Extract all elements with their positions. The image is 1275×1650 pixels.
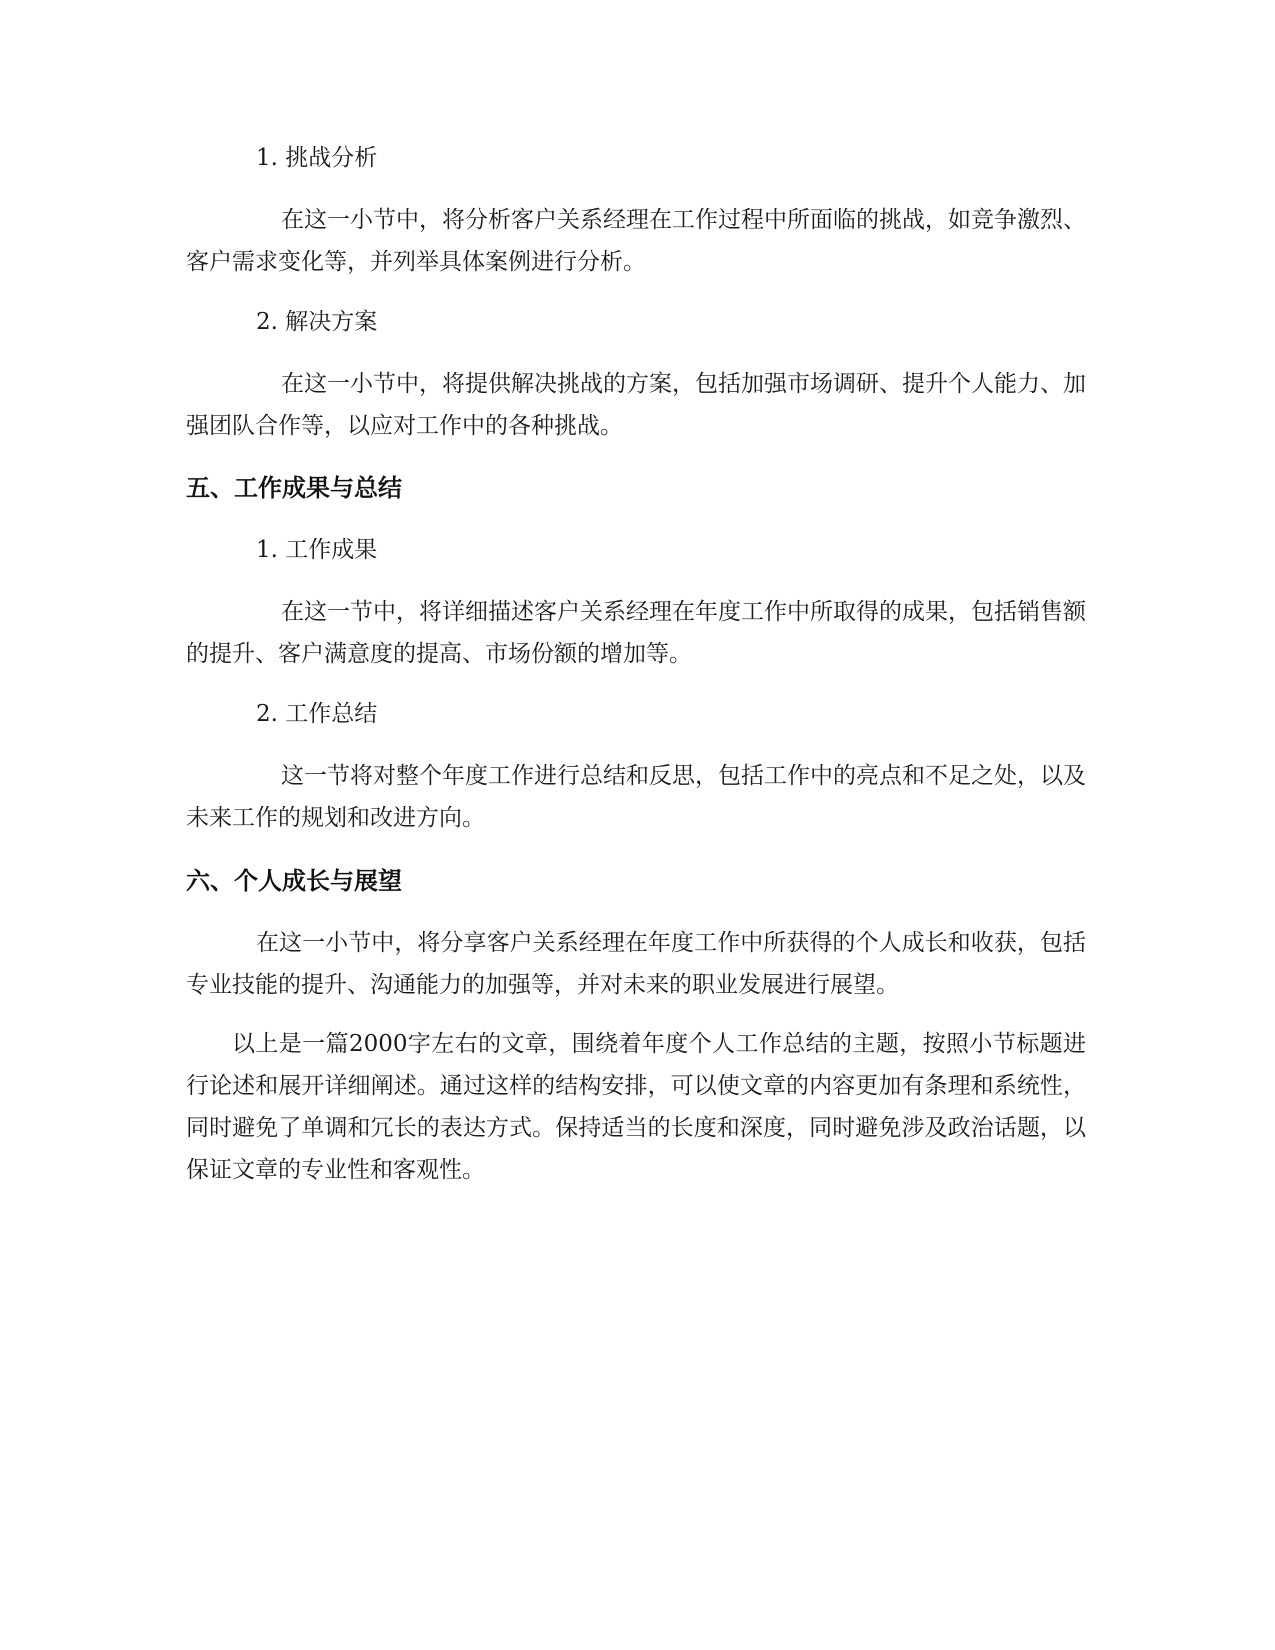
section-heading-work-results: 五、工作成果与总结 [186,474,402,502]
subheading-work-summary: 2. 工作总结 [256,701,378,727]
paragraph-challenge-analysis: 在这一小节中，将分析客户关系经理在工作过程中所面临的挑战，如竞争激烈、客户需求变化等，并列举具体案例进行分析。 [186,207,1086,275]
section-heading-personal-growth: 六、个人成长与展望 [186,867,402,895]
document-page [186,0,1086,1650]
paragraph-solutions: 在这一小节中，将提供解决挑战的方案，包括加强市场调研、提升个人能力、加强团队合作等，以应对工作中的各种挑战。 [186,371,1086,439]
paragraph-work-summary: 这一节将对整个年度工作进行总结和反思，包括工作中的亮点和不足之处，以及未来工作的规划和改进方向。 [186,763,1086,831]
paragraph-conclusion: 以上是一篇2000字左右的文章，围绕着年度个人工作总结的主题，按照小节标题进行论述和展开详细阐述。通过这样的结构安排，可以使文章的内容更加有条理和系统性，同时避免了单调和冗长的表达方式。保持适当的长度和深度，同时避免涉及政治话题，以保证文章的专业性和客观性。 [186,1031,1086,1183]
subheading-challenge-analysis: 1. 挑战分析 [256,145,378,171]
paragraph-personal-growth: 在这一小节中，将分享客户关系经理在年度工作中所获得的个人成长和收获，包括专业技能的提升、沟通能力的加强等，并对未来的职业发展进行展望。 [186,930,1086,998]
subheading-solutions: 2. 解决方案 [256,309,378,335]
subheading-work-results: 1. 工作成果 [256,537,378,563]
paragraph-work-results: 在这一节中，将详细描述客户关系经理在年度工作中所取得的成果，包括销售额的提升、客户满意度的提高、市场份额的增加等。 [186,599,1086,667]
